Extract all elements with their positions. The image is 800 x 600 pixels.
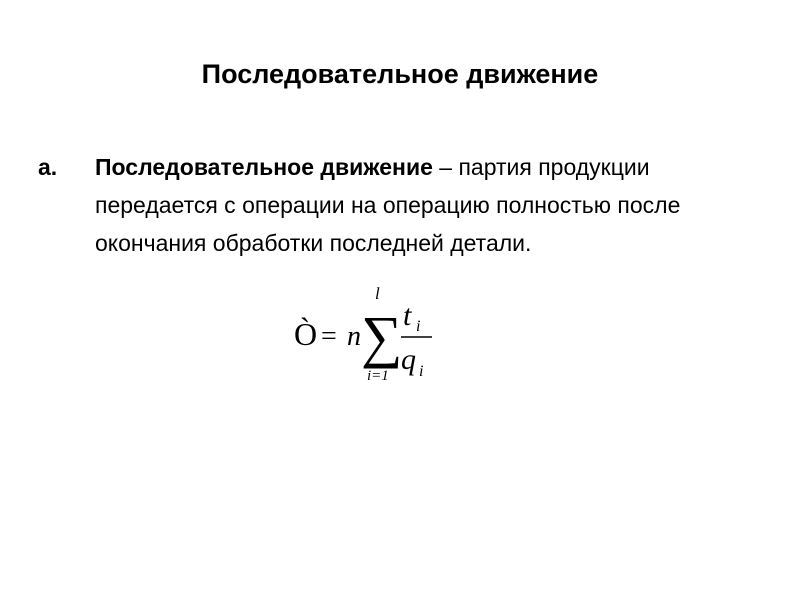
list-marker: a. bbox=[38, 154, 58, 180]
term-dash: – bbox=[432, 154, 459, 180]
fraction-denominator-subscript: i bbox=[419, 363, 424, 380]
formula-equals: = bbox=[321, 321, 337, 352]
fraction-denominator: q bbox=[401, 343, 416, 376]
sum-lower-limit: i=1 bbox=[367, 368, 389, 384]
slide-title: Последовательное движение bbox=[201, 59, 599, 89]
list-item-text bbox=[95, 148, 705, 262]
formula bbox=[288, 283, 458, 393]
sum-symbol: ∑ bbox=[361, 304, 403, 369]
fraction-numerator: t bbox=[403, 299, 412, 332]
fraction-numerator-subscript: i bbox=[416, 318, 421, 335]
term-label: Последовательное движение bbox=[95, 154, 433, 180]
sum-upper-limit: l bbox=[375, 284, 380, 303]
formula-lhs: Ò bbox=[294, 316, 318, 352]
term-definition: партия продукции передается с операции на операцию полностью после окончания обработки последней детали. bbox=[95, 154, 681, 256]
formula-coefficient: n bbox=[347, 321, 361, 352]
formula-graphic bbox=[288, 283, 458, 393]
